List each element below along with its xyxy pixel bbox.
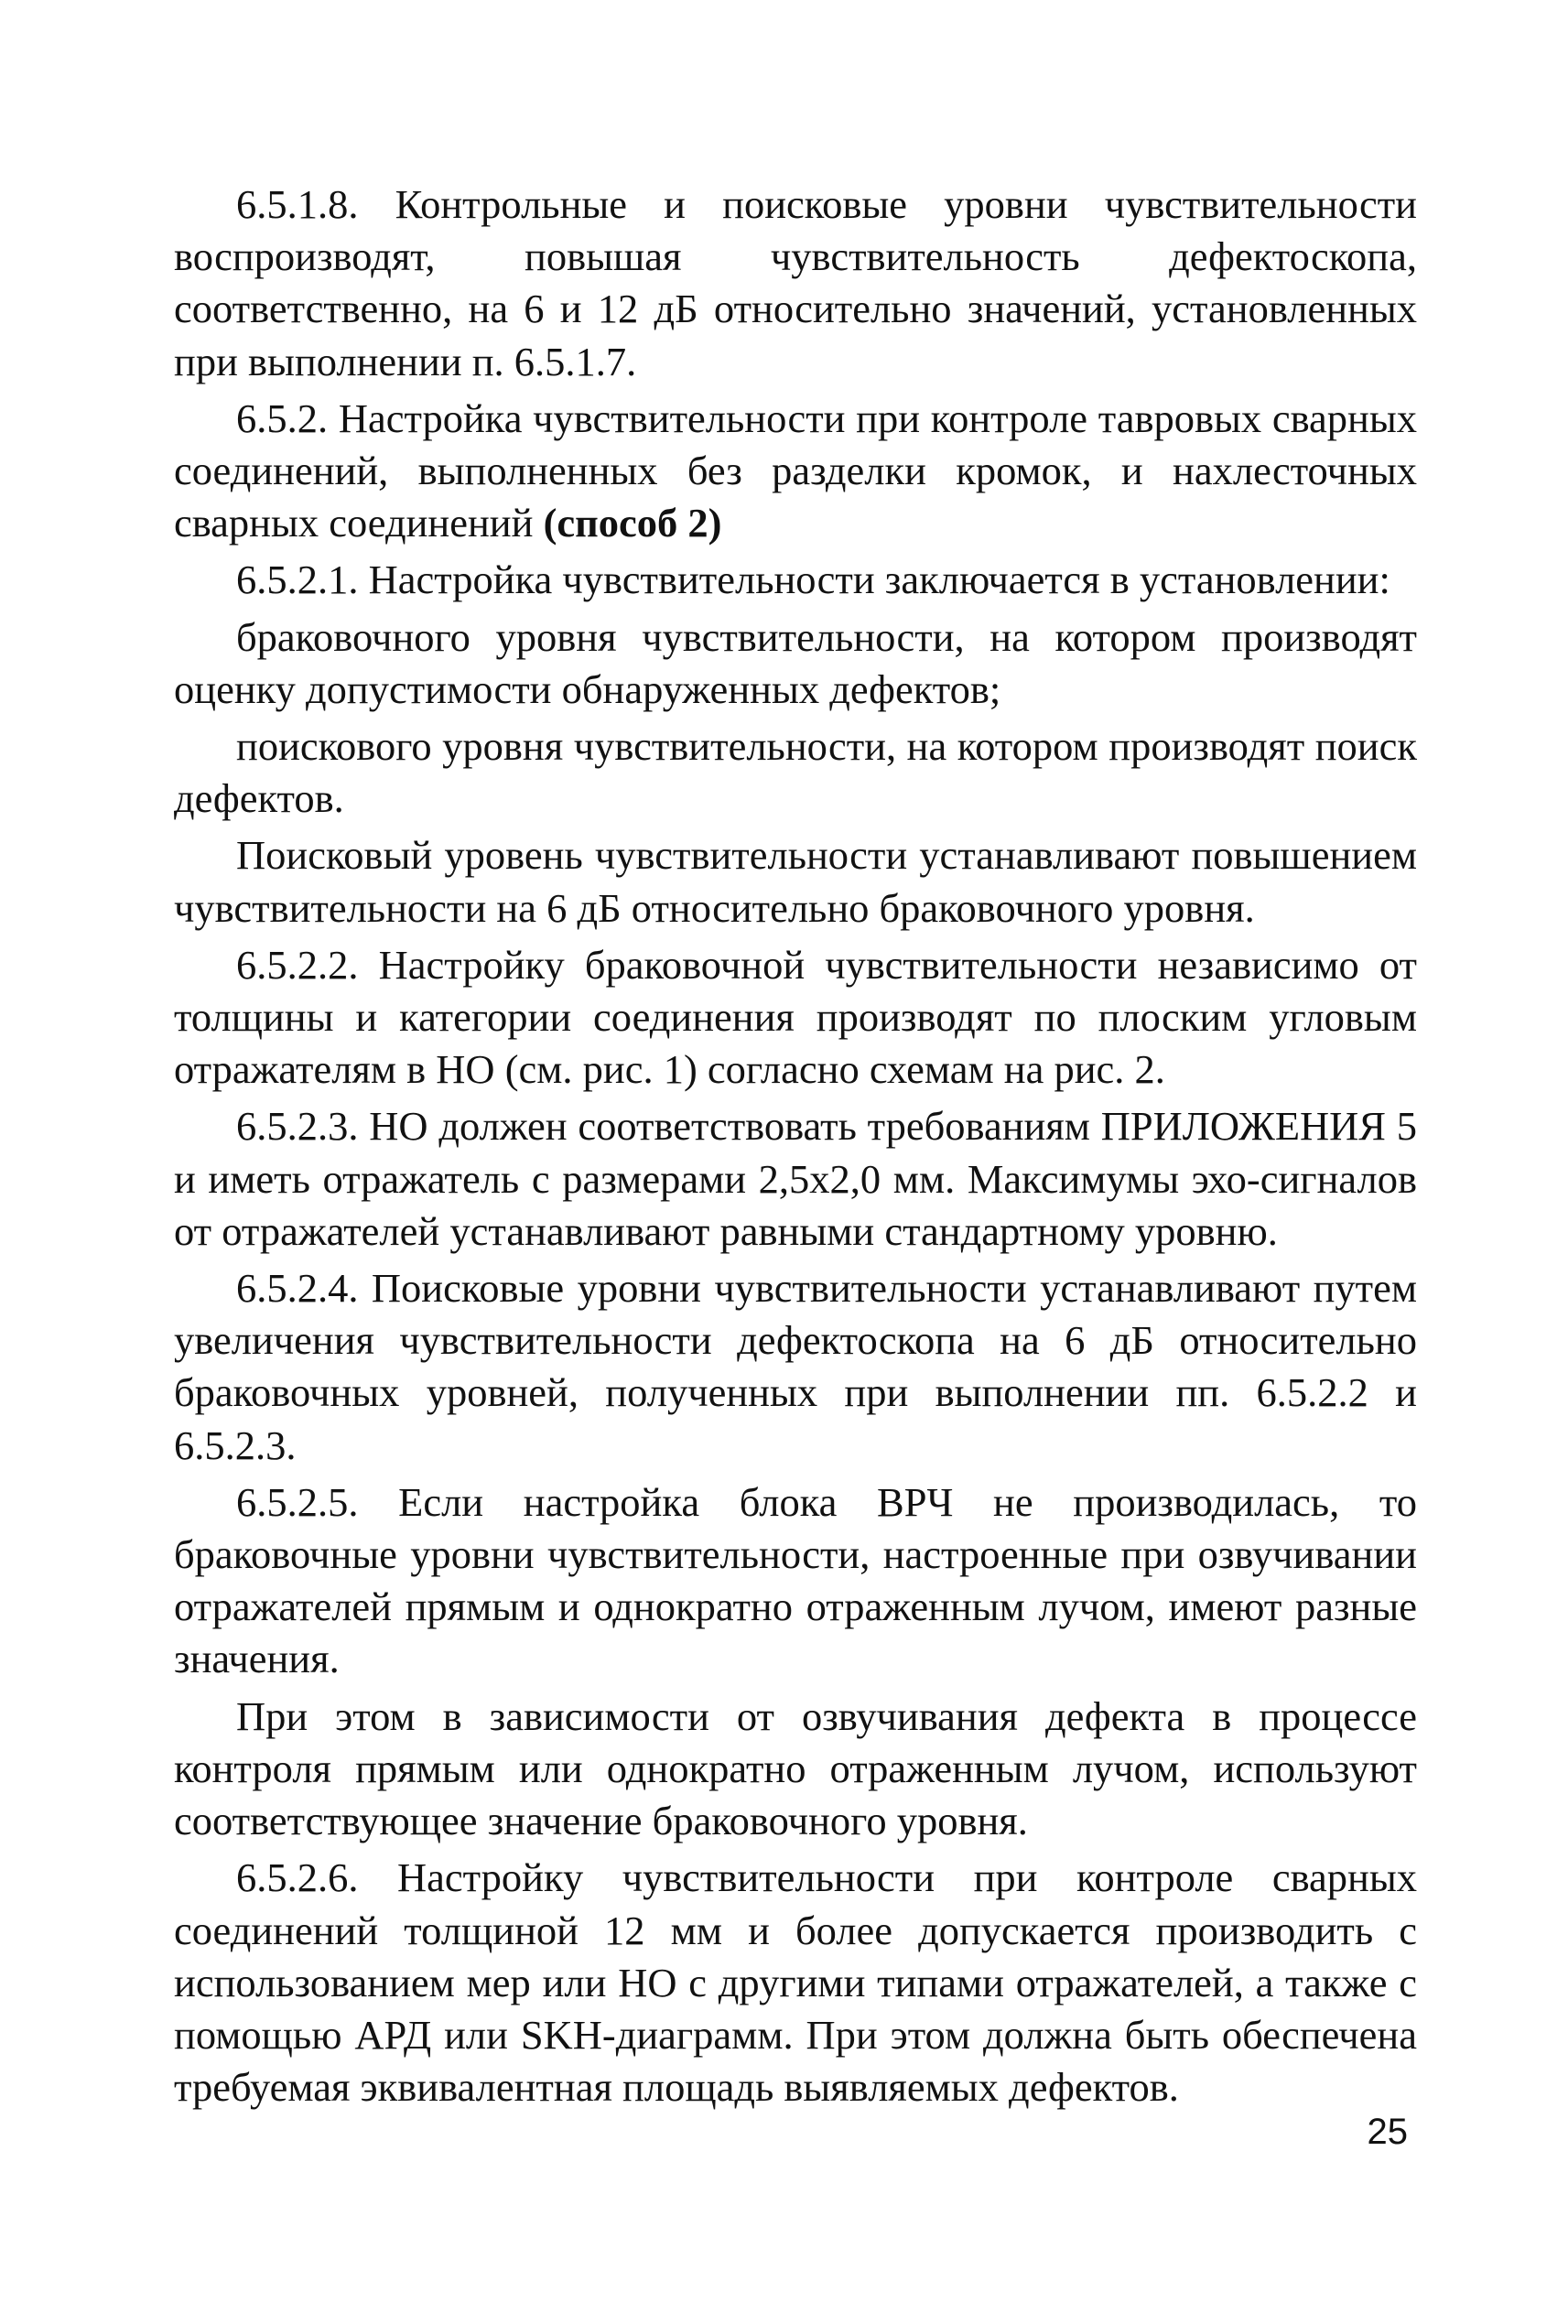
paragraph-6-5-1-8: 6.5.1.8. Контрольные и поисковые уровни чувствительности воспроизводят, повышая чувствительность дефектоскопа, соответственно, на 6 и 12 дБ относительно значений, установленных при выполнении п. 6.5.1.7.	[174, 181, 1417, 384]
paragraph-search-level: поискового уровня чувствительности, на котором производят поиск дефектов.	[174, 723, 1417, 822]
page-number: 25	[1367, 2112, 1408, 2152]
paragraph-6-5-2-3: 6.5.2.3. НО должен соответствовать требованиям ПРИЛОЖЕНИЯ 5 и иметь отражатель с размерами 2,5x2,0 мм. Максимумы эхо-сигналов от отражателей устанавливают равными стандартному уровню.	[174, 1103, 1417, 1254]
paragraph-6-5-2-4: 6.5.2.4. Поисковые уровни чувствительности устанавливают путем увеличения чувствительности дефектоскопа на 6 дБ относительно браковочных уровней, полученных при выполнении пп. 6.5.2.2 и 6.5.2.3.	[174, 1265, 1417, 1468]
document-page-body	[174, 178, 1417, 2118]
paragraph-6-5-2-heading	[174, 393, 1417, 550]
paragraph-6-5-2-text: 6.5.2. Настройка чувствительности при контроле тавровых сварных соединений, выполненных без разделки кромок, и нахлесточных сварных соединений	[174, 395, 1417, 546]
paragraph-search-level-setting: Поисковый уровень чувствительности устанавливают повышением чувствительности на 6 дБ относительно браковочного уровня.	[174, 832, 1417, 931]
paragraph-6-5-2-1: 6.5.2.1. Настройка чувствительности заключается в установлении:	[236, 557, 1390, 603]
paragraph-6-5-2-2: 6.5.2.2. Настройку браковочной чувствительности независимо от толщины и категории соединения производят по плоским угловым отражателям в НО (см. рис. 1) согласно схемам на рис. 2.	[174, 941, 1417, 1093]
paragraph-6-5-2-6: 6.5.2.6. Настройку чувствительности при контроле сварных соединений толщиной 12 мм и более допускается производить с использованием мер или НО с другими типами отражателей, а также с помощью АРД или SKH-диаграмм. При этом должна быть обеспечена требуемая эквивалентная площадь выявляемых дефектов.	[174, 1854, 1417, 2111]
paragraph-6-5-2-5: 6.5.2.5. Если настройка блока ВРЧ не производилась, то браковочные уровни чувствительности, настроенные при озвучивании отражателей прямым и однократно отраженным лучом, имеют разные значения.	[174, 1478, 1417, 1682]
method-label: (способ 2)	[543, 500, 722, 546]
paragraph-reject-level-usage: При этом в зависимости от озвучивания дефекта в процессе контроля прямым или однократно отраженным лучом, используют соответствующее значение браковочного уровня.	[174, 1692, 1417, 1844]
paragraph-reject-level: браковочного уровня чувствительности, на котором производят оценку допустимости обнаруженных дефектов;	[174, 613, 1417, 712]
